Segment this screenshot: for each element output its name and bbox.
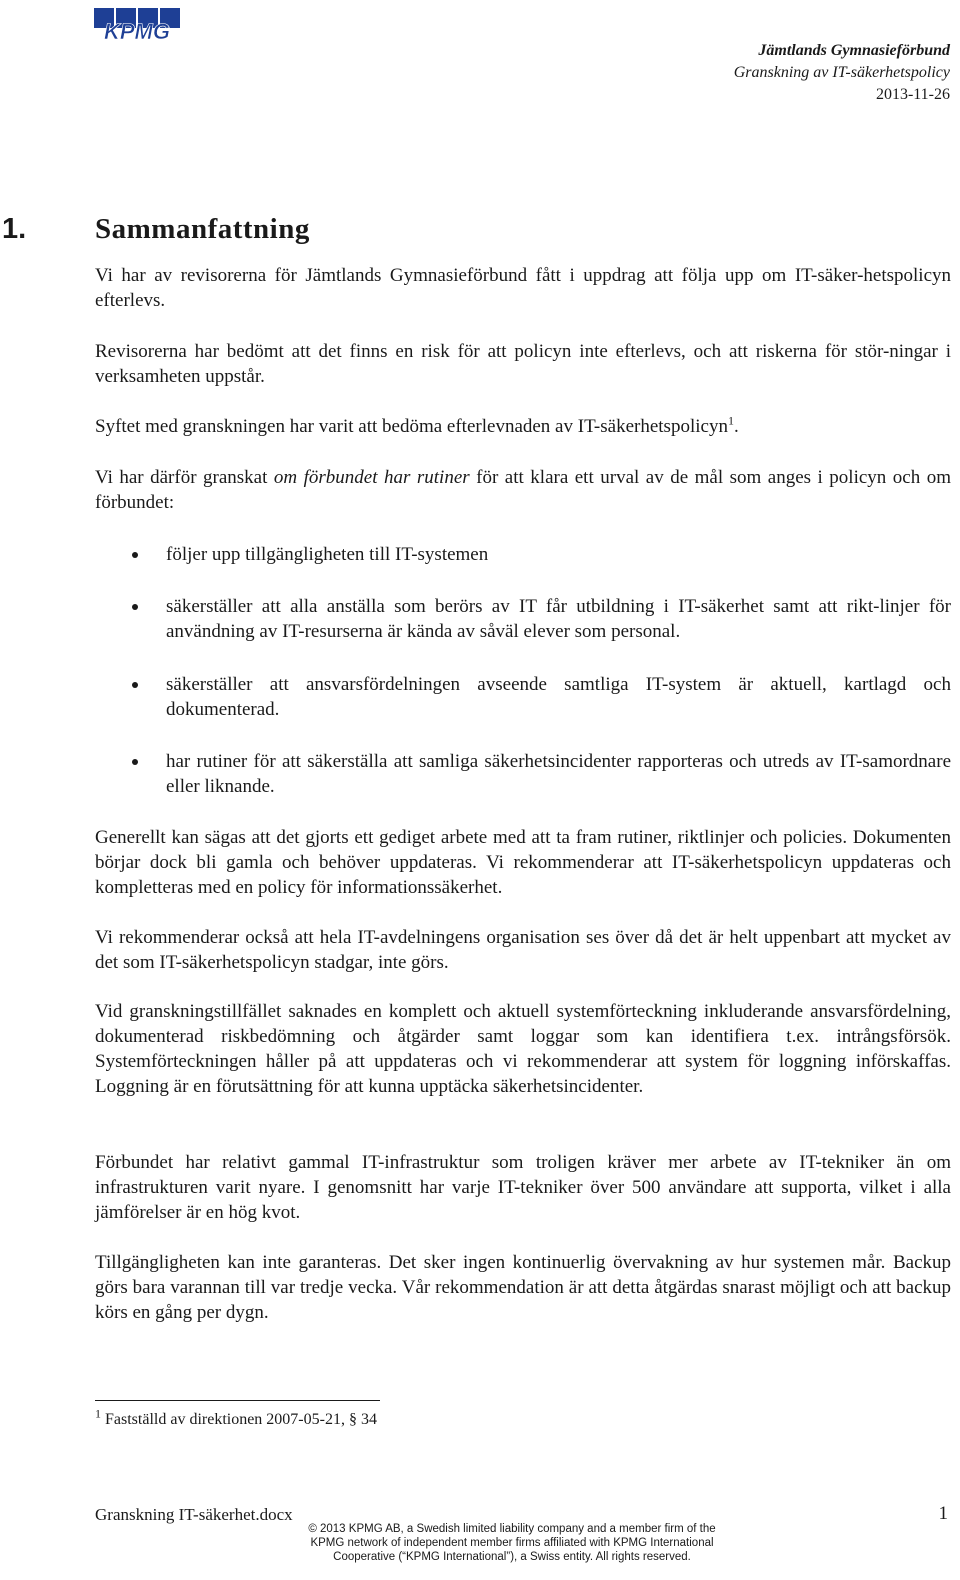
bullet-item: säkerställer att ansvarsfördelningen avseende samtliga IT-system är aktuell, kartlagd och dokumenterad.	[166, 674, 951, 720]
paragraph-3-end: .	[733, 416, 739, 437]
copyright-line: © 2013 KPMG AB, a Swedish limited liability company and a member firm of the	[308, 1523, 716, 1535]
bullet-dot	[132, 759, 138, 765]
footnote-mark: 1	[95, 1406, 101, 1421]
footnote-text: Fastställd av direktionen 2007-05-21, § 34	[105, 1411, 377, 1428]
section-number: 1.	[2, 213, 27, 245]
bullet-item: har rutiner för att säkerställa att samliga säkerhetsincidenter rapporteras och utreds av IT-samordnare eller liknande.	[166, 751, 951, 797]
header-date: 2013-11-26	[875, 86, 950, 103]
copyright-line: Cooperative (“KPMG International”), a Swiss entity. All rights reserved.	[333, 1551, 691, 1563]
paragraph-4-start: Vi har därför granskat	[95, 467, 274, 488]
bullet-dot	[132, 682, 138, 688]
paragraph-7: Vid granskningstillfället saknades en komplett och aktuell systemförteckning inkluderande ansvarsfördelning, dokumenterad riskbedömning och åtgärder samt loggar som kan identifiera t.ex. intrångsförsök. Systemförteckningen håller på att uppdateras och vi rekommenderar att system för loggning införskaffas. Loggning är en förutsättning för att kunna upptäcka säkerhetsincidenter.	[95, 1001, 951, 1097]
paragraph-4-emphasis: om förbundet har rutiner	[273, 467, 470, 488]
footnote	[95, 1406, 377, 1430]
header-subtitle: Granskning av IT-säkerhetspolicy	[733, 64, 950, 81]
paragraph-9: Tillgängligheten kan inte garanteras. Det sker ingen kontinuerlig övervakning av hur systemen mår. Backup görs bara varannan till var tredje vecka. Vår rekommendation är att detta åtgärdas snarast möjligt och att backup körs en gång per dygn.	[95, 1252, 951, 1323]
copyright-notice	[262, 1522, 762, 1564]
paragraph-5: Generellt kan sägas att det gjorts ett gediget arbete med att ta fram rutiner, riktlinjer och policies. Dokumenten börjar dock bli gamla och behöver uppdateras. Vi rekommenderar att IT-säkerhetspolicyn uppdateras och kompletteras med en policy för informationssäkerhet.	[95, 827, 951, 898]
paragraph-3-text: Syftet med granskningen har varit att bedöma efterlevnaden av IT-säkerhetspolicyn	[95, 416, 728, 437]
bullet-dot	[132, 604, 138, 610]
header-org: Jämtlands Gymnasieförbund	[758, 42, 950, 59]
footnote-ref[interactable]: 1	[727, 413, 734, 428]
page-number: 1	[938, 1503, 948, 1524]
paragraph-4-end: för att klara ett urval av de mål som anges i policyn och om förbundet:	[95, 467, 952, 513]
bullet-item: följer upp tillgängligheten till IT-systemen	[166, 544, 489, 565]
section-title: Sammanfattning	[95, 213, 310, 245]
footnote-separator	[95, 1400, 380, 1401]
bullet-item: säkerställer att alla anställa som berörs av IT får utbildning i IT-säkerhet samt att rikt-linjer för användning av IT-resurserna är kända av såväl elever som personal.	[166, 596, 951, 642]
paragraph-1: Vi har av revisorerna för Jämtlands Gymnasieförbund fått i uppdrag att följa upp om IT-säker-hetspolicyn efterlevs.	[95, 265, 951, 311]
paragraph-6: Vi rekommenderar också att hela IT-avdelningens organisation ses över då det är helt uppenbart att mycket av det som IT-säkerhetspolicyn stadgar, inte görs.	[95, 927, 951, 973]
logo-text: KPMG	[104, 19, 170, 42]
paragraph-8: Förbundet har relativt gammal IT-infrastruktur som troligen kräver mer arbete av IT-tekniker än om infrastrukturen varit nyare. I genomsnitt har varje IT-tekniker över 500 användare att supporta, vilket i alla jämförelser är en hög kvot.	[95, 1152, 951, 1223]
footer-filename: Granskning IT-säkerhet.docx	[95, 1505, 293, 1524]
bullet-dot	[132, 552, 138, 558]
paragraph-2: Revisorerna har bedömt att det finns en risk för att policyn inte efterlevs, och att riskerna för stör-ningar i verksamheten uppstår.	[95, 341, 951, 387]
paragraph-3	[95, 414, 951, 439]
copyright-line: KPMG network of independent member firms affiliated with KPMG International	[310, 1537, 714, 1549]
paragraph-4	[95, 465, 951, 515]
